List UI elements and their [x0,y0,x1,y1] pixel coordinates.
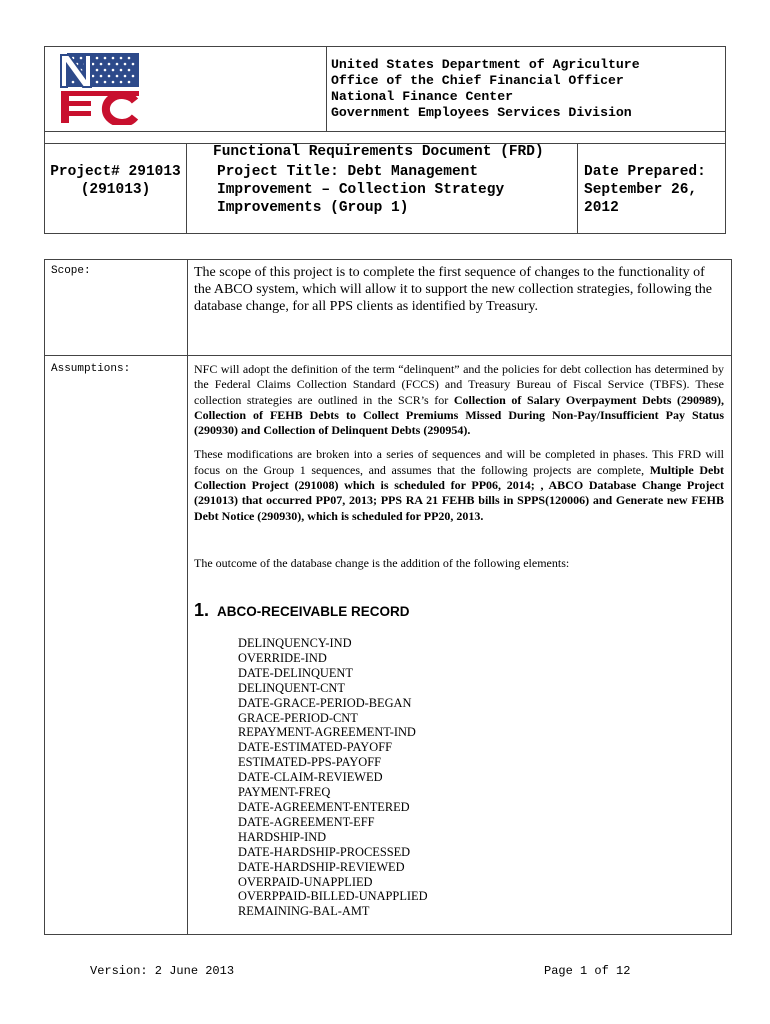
header-column-divider-2 [577,143,578,233]
project-number-line-2: (291013) [80,182,151,198]
project-title: Project Title: Debt Management Improvement – Collection Strategy Improvements (Group 1) [217,164,505,216]
agency-name-block [331,57,723,121]
assumptions-paragraph-1 [194,362,724,438]
document-type-title: Functional Requirements Document (FRD) [213,144,544,160]
list-item: DATE-HARDSHIP-REVIEWED [238,859,405,874]
date-value: September 26, 2012 [584,182,698,216]
assumptions-p1-text: NFC will adopt the definition of the term “delinquent” and the policies for debt collection has determined by the Federal Claims Collection Standard (FCCS) and Treasury Bureau of Fiscal Service (TBFS). These collection strategies are outlined in the SCR’s for [194,362,724,407]
list-item: OVERRIDE-IND [238,650,327,665]
list-item: OVERPPAID-BILLED-UNAPPLIED [238,889,428,904]
list-item: REPAYMENT-AGREEMENT-IND [238,725,416,740]
table-row-divider [45,355,731,356]
agency-line-3: National Finance Center [331,89,514,104]
assumptions-label: Assumptions: [51,363,131,375]
date-label: Date Prepared: [584,164,706,180]
field-list [238,636,428,919]
assumptions-paragraph-2 [194,447,724,523]
assumptions-p2-bold: Multiple Debt Collection Project (291008) which is scheduled for PP06, 2014; , ABCO Database Change Project (291013) that occurred PP07, 2013; PPS RA 21 FEHB bills in SPPS(120006) and Generate new FEHB Debt Notice (290930), which is scheduled for PP20, 2013. [194,462,724,523]
section-title: ABCO-RECEIVABLE RECORD [217,604,410,619]
list-item: PAYMENT-FREQ [238,785,331,800]
agency-line-4: Government Employees Services Division [331,105,632,120]
section-number: 1. [194,600,210,620]
list-item: DATE-GRACE-PERIOD-BEGAN [238,695,412,710]
list-item: HARDSHIP-IND [238,829,327,844]
scope-label: Scope: [51,265,91,277]
list-item: DATE-DELINQUENT [238,665,353,680]
scope-text: The scope of this project is to complete the first sequence of changes to the functionality of the ABCO system, which will allow it to support the new collection strategies, following the database change, for all PPS clients as identified by Treasury. [194,265,712,314]
nfc-logo [57,51,141,125]
outcome-text: The outcome of the database change is the addition of the following elements: [194,556,570,570]
project-number-line-1: Project# 291013 [50,164,181,180]
requirements-table [44,259,732,935]
date-prepared [584,163,724,217]
list-item: OVERPAID-UNAPPLIED [238,874,373,889]
section-heading [194,600,410,621]
list-item: DATE-CLAIM-REVIEWED [238,770,383,785]
assumptions-p1-bold: Collection of Salary Overpayment Debts (290989), Collection of FEHB Debts to Collect Premiums Missed During Non-Pay/Insufficient Pay Status (290930) and Collection of Delinquent Debts (290954). [194,392,725,438]
assumptions-p2-text: These modifications are broken into a series of sequences and will be completed in phases. This FRD will focus on the Group 1 sequences, and assumes that the following projects are complete, [194,447,724,477]
logo-cell [45,47,327,131]
list-item: ESTIMATED-PPS-PAYOFF [238,755,381,770]
list-item: DATE-HARDSHIP-PROCESSED [238,844,411,859]
list-item: GRACE-PERIOD-CNT [238,710,358,725]
agency-line-1: United States Department of Agriculture [331,57,640,72]
list-item: DATE-ESTIMATED-PAYOFF [238,740,392,755]
footer-version: Version: 2 June 2013 [90,964,235,978]
document-header [44,46,726,234]
list-item: DATE-AGREEMENT-EFF [238,814,375,829]
project-number [45,163,186,199]
table-column-divider [187,260,188,934]
header-column-divider [186,143,187,233]
list-item: DATE-AGREEMENT-ENTERED [238,799,410,814]
agency-line-2: Office of the Chief Financial Officer [331,73,624,88]
list-item: DELINQUENT-CNT [238,680,345,695]
list-item: DELINQUENCY-IND [238,636,352,650]
footer-page-number: Page 1 of 12 [544,964,631,978]
header-divider [45,131,725,132]
list-item: REMAINING-BAL-AMT [238,904,370,919]
assumptions-text [194,362,724,533]
